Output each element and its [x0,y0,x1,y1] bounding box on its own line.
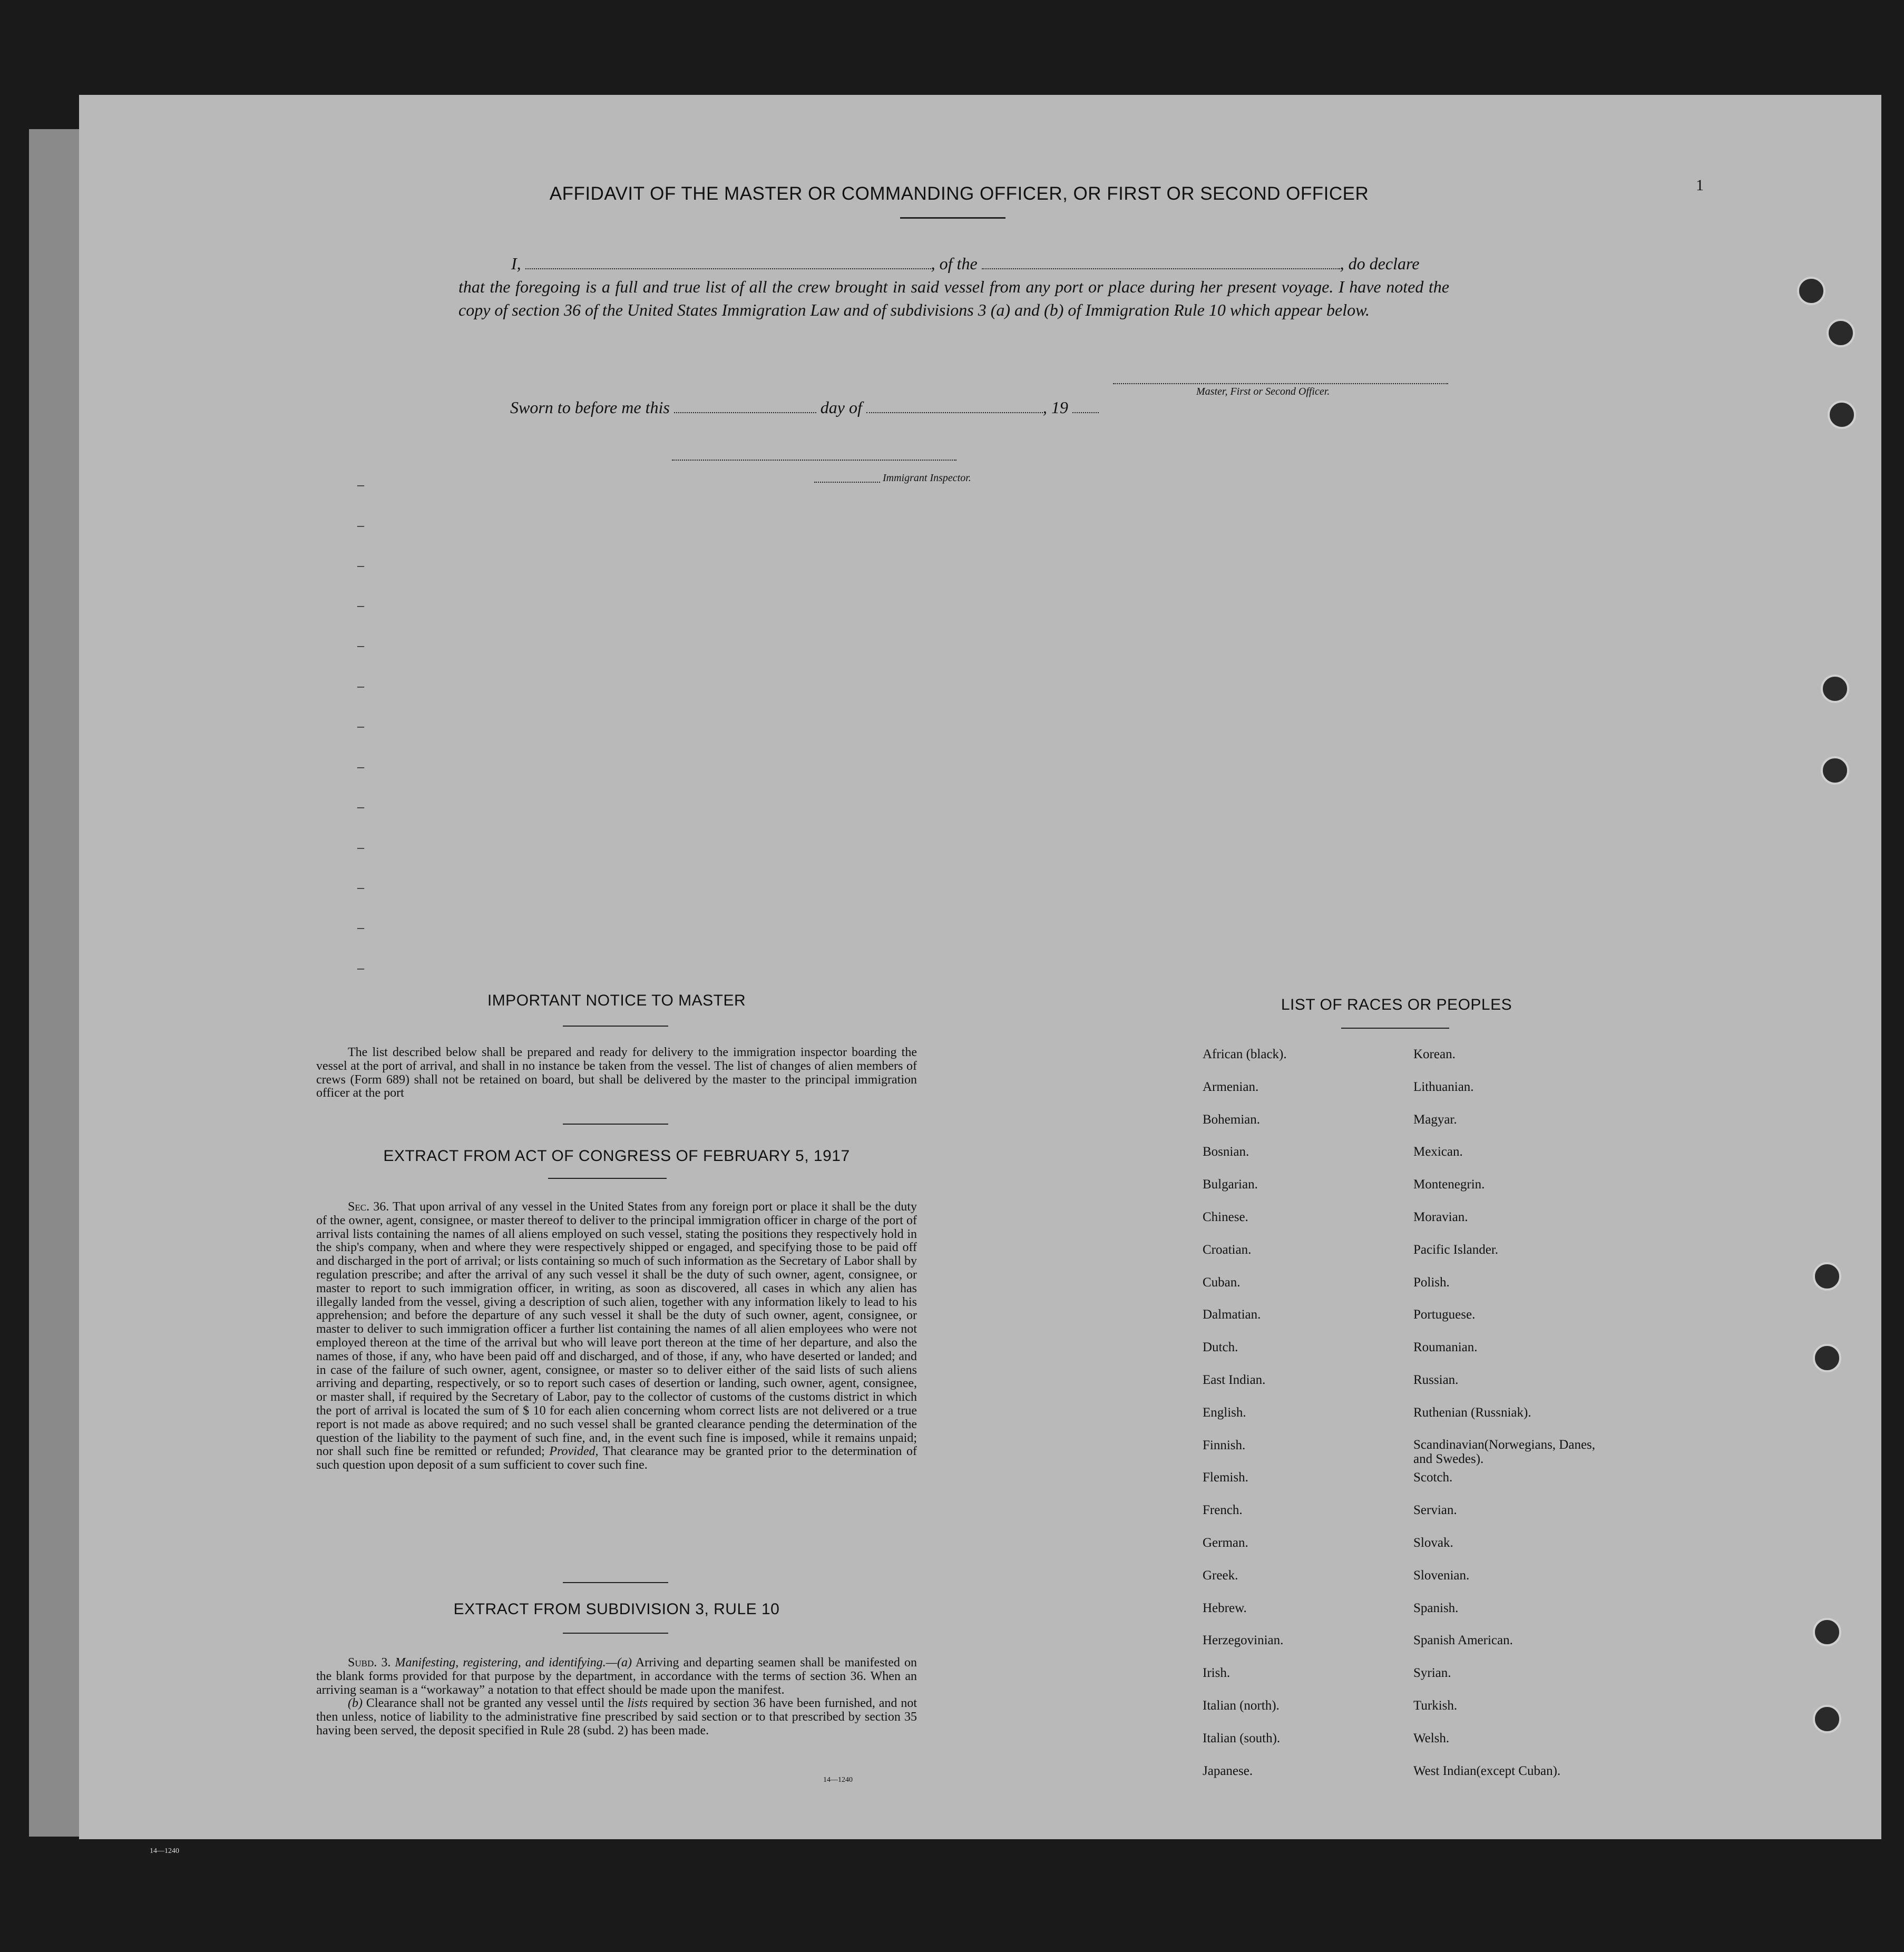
punch-hole [1828,401,1856,429]
race-item: West Indian(except Cuban). [1413,1763,1561,1778]
subd-label: Subd. 3. [348,1656,391,1670]
races-rule [1341,1028,1449,1029]
act-end-rule [563,1582,668,1583]
race-item: Bulgarian. [1203,1177,1258,1192]
race-item: Dutch. [1203,1340,1238,1355]
vessel-blank [982,267,1340,269]
signature-line [1113,382,1448,384]
punch-hole [1813,1618,1841,1646]
race-item: Hebrew. [1203,1600,1247,1615]
title-rule [900,217,1005,219]
race-item: French. [1203,1503,1243,1518]
race-item: Finnish. [1203,1438,1246,1452]
affidavit-title: AFFIDAVIT OF THE MASTER OR COMMANDING OFFICER, OR FIRST OR SECOND OFFICER [549,183,1369,204]
race-item: Magyar. [1413,1112,1457,1127]
race-item: African (black). [1203,1047,1287,1061]
para-a: Arriving and departing seamen shall be manifested on the blank forms provided for that purpose by the department, in accordance with the terms of section 36. When an arriving seaman is a “workaway” a notation to that effect should be made upon the manifest. [316,1656,917,1697]
notice-title: IMPORTANT NOTICE TO MASTER [487,992,746,1009]
act-rule [548,1178,667,1179]
para-b-1: Clearance shall not be granted any vessel until the [366,1696,624,1711]
race-item: German. [1203,1535,1248,1550]
provided-label: Provided, [549,1445,599,1459]
punch-hole [1813,1262,1841,1291]
race-item: Russian. [1413,1372,1459,1387]
form-number-edge: 14—1240 [150,1847,179,1855]
race-item: Slovenian. [1413,1568,1470,1583]
rule-title: EXTRACT FROM SUBDIVISION 3, RULE 10 [453,1600,780,1618]
sworn-year: , 19 [1042,398,1068,417]
notice-rule [563,1026,668,1027]
race-item: Pacific Islander. [1413,1242,1499,1257]
race-item: Italian (north). [1203,1698,1280,1713]
race-item: Mexican. [1413,1145,1463,1159]
race-item: Scotch. [1413,1470,1453,1485]
day-blank [674,411,816,413]
margin-dash: – [357,718,364,734]
race-item: Welsh. [1413,1731,1450,1745]
punch-hole [1827,319,1855,347]
punch-hole [1821,756,1849,785]
underlying-sheet-edge [29,129,87,1837]
act-title: EXTRACT FROM ACT OF CONGRESS OF FEBRUARY 5, 1917 [383,1147,850,1165]
margin-dash: – [357,920,364,935]
race-item: Portuguese. [1413,1307,1476,1322]
race-item: Flemish. [1203,1470,1248,1485]
inspector-line [672,458,956,461]
race-item: Armenian. [1203,1079,1259,1094]
notice-text-block [316,1046,917,1100]
races-column-2 [1413,1047,1614,1795]
race-item: Korean. [1413,1047,1456,1061]
notice-text: The list described below shall be prepared and ready for delivery to the immigration inspector boarding the vessel at the port of arrival, and shall in no instance be taken from the vessel. The list of changes of alien members of crews (Form 689) shall not be retained on board, but shall be delivered by the master to the principal immigration officer at the port [316,1046,917,1100]
margin-dash: – [357,598,364,613]
signature-label: Master, First or Second Officer. [1196,386,1330,397]
page-mark: 1 [1696,177,1704,194]
sworn-line [510,398,1099,417]
punch-hole [1813,1705,1841,1733]
margin-dash: – [357,678,364,694]
margin-dash: – [357,638,364,653]
race-item: Spanish American. [1413,1633,1513,1648]
rule-rule [563,1633,668,1634]
para-b-2: required by section 36 have been furnished, and not then unless, notice of liability to the administrative fine prescribed by said section or to that prescribed by section 35 having been served, the deposit specified in Rule 28 (subd. 2) has been made. [316,1696,917,1738]
year-blank [1072,411,1099,413]
act-text-block [316,1201,917,1472]
race-item: Irish. [1203,1666,1231,1681]
margin-dash: – [357,960,364,975]
race-item: Moravian. [1413,1209,1468,1224]
margin-dash: – [357,558,364,573]
form-number: 14—1240 [823,1776,853,1784]
act-text: That upon arrival of any vessel in the United States from any foreign port or place it shall be the duty of the owner, agent, consignee, or master thereof to deliver to the principal immigration officer in charge of the port of arrival lists containing the names of all aliens employed on such vessel, stating the positions they respectively hold in the ship's company, when and where they were respectively shipped or engaged, and specifying those to be paid off and discharged in the port of arrival; or lists containing so much of such information as the Secretary of Labor shall by regulation prescribe; and after the arrival of any such vessel it shall be the duty of such owner, agent, consignee, or master to report to such immigration officer, in writing, as soon as discovered, all cases in which any alien has illegally landed from the vessel, giving a description of such alien, together with any information likely to lead to his apprehension; and before the departure of any such vessel it shall be the duty of such owner, agent, consignee, or master to deliver to such immigration officer a further list containing the names of all alien employees who were not employed thereon at the time of the arrival but who will leave port thereon at the time of her departure, and also the names of those, if any, who have been paid off and discharged, and of those, if any, who have deserted or landed; and in case of the failure of such owner, agent, consignee, or master so to deliver either of the said lists of such aliens arriving and departing, respectively, or so to report such cases of desertion or landing, such owner, agent, consignee, or master shall, if required by the Secretary of Labor, pay to the collector of customs of the customs district in which the port of arrival is located the sum of $ 10 for each alien concerning whom correct lists are not delivered or a true report is not made as above required; and no such vessel shall be granted clearance pending the determination of the question of the liability to the payment of such fine, and, in the event such fine is imposed, while it remains unpaid; nor shall such fine be remitted or refunded; [316,1200,917,1459]
race-item: Roumanian. [1413,1340,1478,1355]
races-title: LIST OF RACES OR PEOPLES [1281,996,1512,1013]
subd-heading: Manifesting, registering, and identifying.—(a) [395,1656,632,1670]
races-column-1 [1203,1047,1413,1795]
race-item: Ruthenian (Russniak). [1413,1405,1531,1420]
race-item: Polish. [1413,1275,1450,1290]
name-blank [525,267,931,269]
margin-dash: – [357,880,364,895]
month-blank [866,411,1043,413]
affidavit-text-block [458,252,1449,321]
race-item: Scandinavian(Norwegians, Danes, and Swedes). [1413,1437,1596,1466]
margin-dash: – [357,799,364,814]
race-item: East Indian. [1203,1372,1266,1387]
punch-hole [1813,1344,1841,1372]
race-item: Spanish. [1413,1600,1459,1615]
race-item: Croatian. [1203,1242,1252,1257]
inspector-line [814,481,880,483]
race-item: English. [1203,1405,1246,1420]
race-item: Japanese. [1203,1763,1253,1778]
para-b-label: (b) [348,1696,363,1711]
race-item: Chinese. [1203,1209,1248,1224]
para-b-lists: lists [627,1696,648,1711]
affidavit-declare: , do declare [1340,254,1420,273]
affidavit-of-the: , of the [931,254,978,273]
margin-dash: – [357,477,364,492]
race-item: Bosnian. [1203,1145,1249,1159]
inspector-label: Immigrant Inspector. [883,472,971,484]
rule-text-block [316,1656,917,1738]
race-item: Slovak. [1413,1535,1453,1550]
race-item: Syrian. [1413,1666,1451,1681]
sworn-prefix: Sworn to before me this [510,398,670,417]
affidavit-text: that the foregoing is a full and true list of all the crew brought in said vessel from any port or place during her present voyage. I have noted the copy of section 36 of the United States Immigration Law and of subdivisions 3 (a) and (b) of Immigration Rule 10 which appear below. [458,277,1449,319]
sworn-day-of: day of [820,398,862,417]
margin-dash: – [357,518,364,533]
punch-hole [1797,277,1825,305]
race-item: Bohemian. [1203,1112,1261,1127]
sec-label: Sec. 36. [348,1200,389,1214]
race-item: Italian (south). [1203,1731,1281,1745]
race-item: Servian. [1413,1503,1457,1518]
race-item: Lithuanian. [1413,1079,1474,1094]
race-item: Greek. [1203,1568,1238,1583]
punch-hole [1821,675,1849,703]
race-item: Montenegrin. [1413,1177,1485,1192]
affidavit-i: I, [511,254,521,273]
margin-dash: – [357,759,364,774]
margin-dash: – [357,840,364,855]
race-item: Turkish. [1413,1698,1458,1713]
race-item: Dalmatian. [1203,1307,1261,1322]
race-item: Herzegovinian. [1203,1633,1284,1648]
race-item: Cuban. [1203,1275,1241,1290]
provided-text: That clearance may be granted prior to the determination of such question upon deposit of a sum sufficient to cover such fine. [316,1445,917,1472]
notice-end-rule [563,1124,668,1125]
